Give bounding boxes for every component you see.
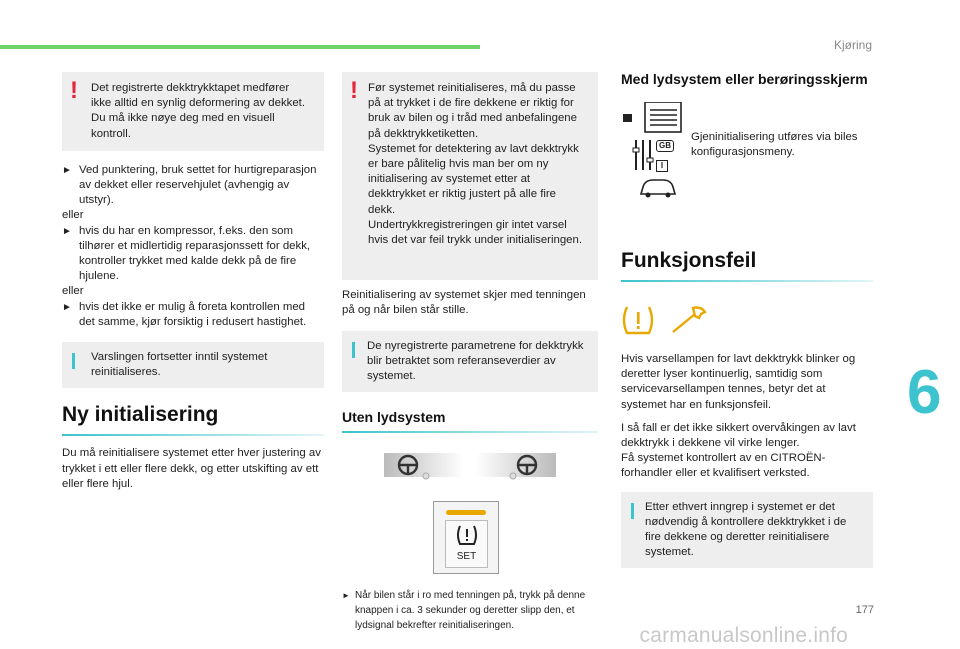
system-icons (621, 102, 873, 208)
indicator-lamp (446, 510, 486, 515)
arrow-bullet-icon: ► (62, 164, 72, 176)
warning-icon: ! (350, 77, 358, 104)
info-icon (72, 353, 75, 369)
body-text: Du må reinitialisere systemet etter hver justering av trykket i ett eller flere dekk, og etter utskifting av ett eller flere hjul. (62, 447, 321, 490)
chapter-number: 6 (907, 358, 942, 427)
i-badge: I (656, 160, 668, 172)
section-heading: Funksjonsfeil (621, 249, 757, 272)
section-heading: Ny initialisering (62, 403, 219, 427)
or-text: eller (62, 209, 84, 222)
info-box: Etter ethvert inngrep i systemet er det nødvendig å kontrollere dekktrykket i de fire dekkene og deretter reinitialisere systemet. (621, 492, 873, 569)
top-accent-bar (0, 45, 480, 49)
tyre-pressure-icon (455, 524, 479, 546)
or-text: eller (62, 285, 84, 298)
page-number: 177 (855, 604, 874, 616)
column-left (62, 72, 324, 492)
list-item: ► Ved punktering, bruk settet for hurtigreparasjon av dekket eller reservehjulet (avhengig av utstyr). (62, 163, 324, 209)
dashboard-illustration (342, 441, 598, 493)
warning-box: ! Før systemet reinitialiseres, må du passe på at trykket i de fire dekkene er riktig for bruk av bilen og i tråd med anbefalingene på dekktrykketiketten. Systemet for detektering av lavt dekktrykk er bare pålitelig hvis man ber om ny initialisering av systemet etter at dekktrykket er riktig justert på alle fire dekk. Undertrykkregistreringen gir intet varsel hvis det var feil trykk under initialiseringen. (342, 72, 598, 280)
info-icon (352, 342, 355, 358)
arrow-bullet-icon: ► (62, 225, 72, 237)
gb-badge: GB (656, 140, 674, 152)
warning-icon: ! (70, 77, 78, 104)
warning-text: Det registrerte dekktrykktapet medfører ikke alltid en synlig deformering av dekket. Du må ikke nøye deg med en visuell kontroll. (91, 82, 305, 140)
heading-underline (342, 431, 598, 433)
list-item: ► hvis det ikke er mulig å foreta kontrollen med det samme, kjør forsiktig i redusert hastighet. (62, 300, 324, 330)
lamp-icons (621, 304, 715, 336)
subsection-heading: Med lydsystem eller berøringsskjerm (621, 71, 868, 87)
info-box: Varslingen fortsetter inntil systemet reinitialiseres. (62, 342, 324, 388)
info-box: De nyregistrerte parametrene for dekktrykk blir betraktet som referanseverdier av systemet. (342, 331, 598, 393)
watermark: carmanualsonline.info (639, 623, 848, 647)
configuration-icons (621, 102, 685, 206)
subsection-heading: Uten lydsystem (342, 409, 446, 426)
section-header: Kjøring (833, 38, 872, 52)
list-item: ► hvis du har en kompressor, f.eks. den som tilhører et midlertidig reparasjonssett for dekk, kontroller trykket med kalde dekk på de fire hjulene. (62, 224, 324, 285)
column-right (621, 70, 873, 568)
warning-box (62, 72, 324, 151)
body-text: Hvis varsellampen for lavt dekktrykk blinker og deretter lyser kontinuerlig, samtidig som servicevarsellampen tennes, betyr det at systemet har en funksjonsfeil. (621, 353, 856, 411)
column-middle (342, 72, 598, 633)
heading-underline (62, 434, 324, 436)
arrow-bullet-icon: ► (62, 301, 72, 313)
steering-wheel-icons (342, 441, 598, 493)
body-text: I så fall er det ikke sikkert overvåkingen av lavt dekktrykk i dekkene vil virke lenger. (621, 421, 856, 450)
set-button-panel (433, 501, 499, 574)
list-item: ► Når bilen står i ro med tenningen på, trykk på denne knappen i ca. 3 sekunder og deretter slipp den, et lydsignal bekrefter reinitialiseringen. (342, 590, 586, 632)
warning-lamps (621, 300, 873, 342)
heading-underline (621, 280, 873, 282)
bullet-list (62, 163, 324, 330)
config-text: Gjeninitialisering utføres via biles konfigurasjonsmeny. (691, 131, 858, 159)
arrow-bullet-icon: ► (342, 591, 350, 601)
body-text: Reinitialisering av systemet skjer med tenningen på og når bilen står stille. (342, 289, 586, 317)
set-button[interactable] (445, 520, 488, 568)
info-icon (631, 503, 634, 519)
set-button-label: SET (456, 551, 477, 563)
body-text: Få systemet kontrollert av en CITROËN-forhandler eller et kvalifisert verksted. (621, 452, 826, 480)
